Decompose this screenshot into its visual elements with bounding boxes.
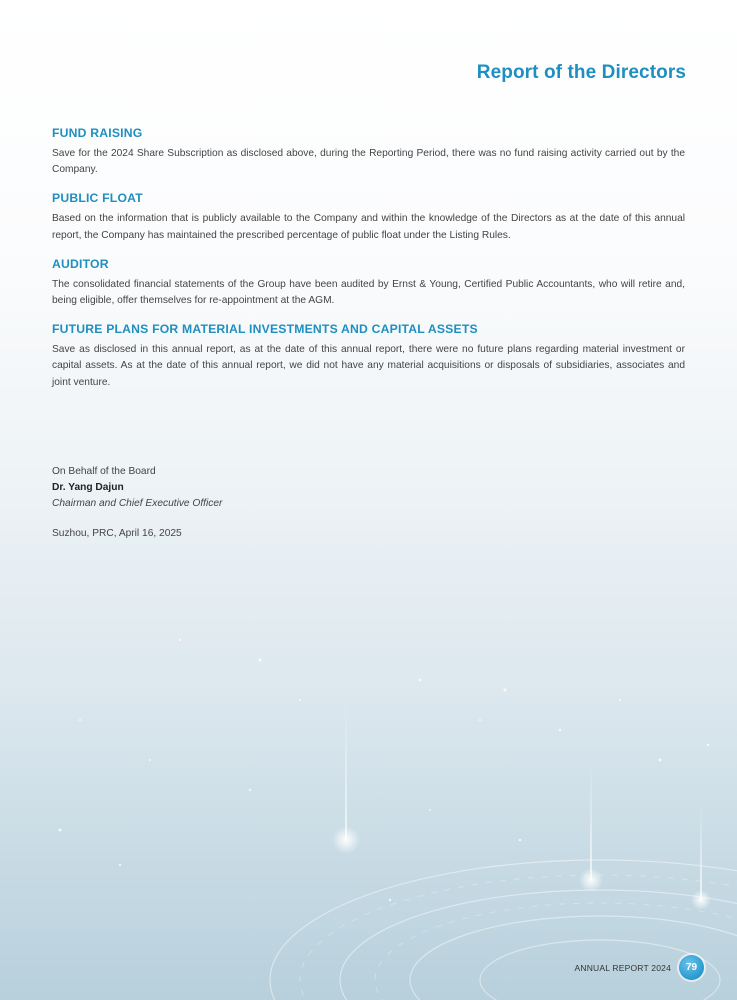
signoff-behalf: On Behalf of the Board xyxy=(52,466,156,477)
page-number-badge: 79 xyxy=(679,955,704,980)
page-footer xyxy=(574,955,704,980)
section-public-float xyxy=(52,191,685,243)
section-heading: FUND RAISING xyxy=(52,126,143,140)
section-fund-raising xyxy=(52,126,685,178)
section-body: Save for the 2024 Share Subscription as disclosed above, during the Reporting Period, there was no fund raising activity carried out by the Company. xyxy=(52,148,685,176)
section-body: The consolidated financial statements of the Group have been audited by Ernst & Young, Certified Public Accountants, who will retire and, being eligible, offer themselves for re-appointment at the AGM. xyxy=(52,278,685,307)
section-heading: PUBLIC FLOAT xyxy=(52,191,143,206)
section-heading: FUTURE PLANS FOR MATERIAL INVESTMENTS AND CAPITAL ASSETS xyxy=(52,322,478,337)
footer-report-label: ANNUAL REPORT 2024 xyxy=(574,962,671,973)
section-body: Save as disclosed in this annual report, as at the date of this annual report, there were no future plans regarding material investment or capital assets. As at the date of this annual report, we did not have any material acquisitions or disposals of subsidiaries, associates and joint venture. xyxy=(52,344,685,388)
signoff-place-date: Suzhou, PRC, April 16, 2025 xyxy=(52,528,182,539)
section-auditor xyxy=(52,257,685,309)
section-future-plans xyxy=(52,322,685,391)
section-heading: AUDITOR xyxy=(52,256,109,271)
section-body: Based on the information that is publicly available to the Company and within the knowledge of the Directors as at the date of this annual report, the Company has maintained the prescribed percentage of public float under the Listing Rules. xyxy=(52,213,685,241)
page-title: Report of the Directors xyxy=(476,62,686,83)
signer-name: Dr. Yang Dajun xyxy=(52,482,124,493)
signer-title: Chairman and Chief Executive Officer xyxy=(52,498,223,509)
board-signoff xyxy=(52,464,222,542)
report-content xyxy=(52,126,685,404)
